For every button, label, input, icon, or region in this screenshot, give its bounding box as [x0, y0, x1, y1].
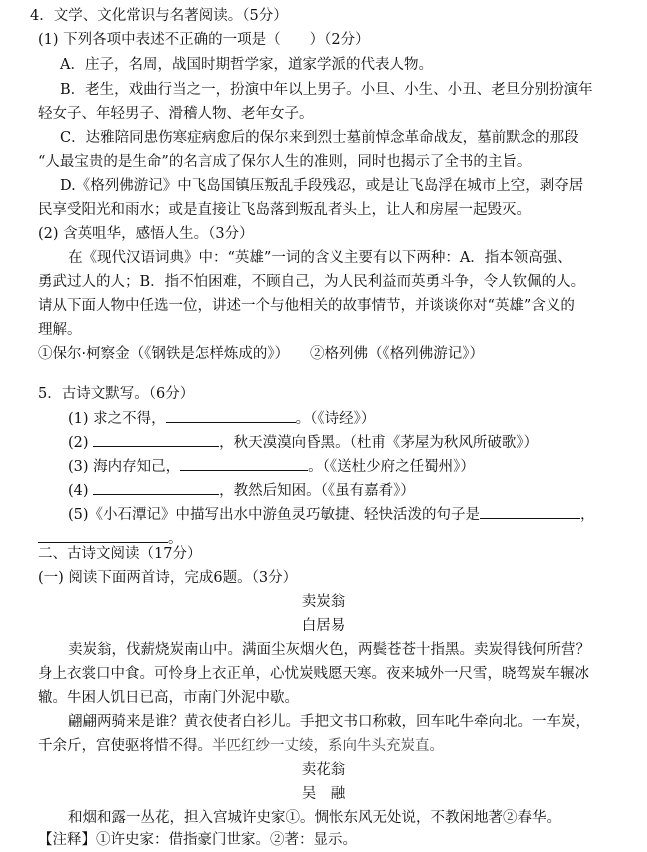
- q5-line4-suffix: ，教然后知困。（《虽有嘉肴》）: [219, 483, 415, 499]
- q4-choice-1: ①保尔·柯察金（《钢铁是怎样炼成的》）: [38, 346, 290, 362]
- q5-line5: [68, 504, 595, 525]
- q4-option-d-line2: 民享受阳光和雨水；或是直接让飞岛落到叛乱者头上，让人和房屋一起毁灭。: [38, 202, 531, 218]
- fill-blank-5[interactable]: [480, 504, 580, 519]
- q4-title: 4．文学、文化常识与名著阅读。（5分）: [30, 8, 288, 24]
- q5-line2-suffix: ，秋天漠漠向昏黑。（杜甫《茅屋为秋风所破歌》）: [219, 435, 539, 451]
- poem1-title: 卖炭翁: [301, 594, 346, 610]
- q5-line1-suffix: 。（《诗经》）: [295, 411, 376, 427]
- q4-para-line2: 勇武过人的人；B．指不怕困难，不顾自己，为人民利益而英勇斗争，令人钦佩的人。: [38, 274, 586, 290]
- q5-line5-end: 。: [168, 531, 183, 547]
- q5-line4-prefix: (4): [68, 483, 89, 499]
- q5-line1: [68, 408, 375, 429]
- poem1-line1: 卖炭翁，伐薪烧炭南山中。满面尘灰烟火色，两鬓苍苍十指黑。卖炭得钱何所营？: [68, 642, 590, 658]
- q5-line1-prefix: (1) 求之不得，: [68, 411, 166, 427]
- poem2-author: 吴 融: [301, 786, 346, 802]
- q4-option-d-line1: D.《格列佛游记》中飞岛国镇压叛乱手段残忍，或是让飞岛浮在城市上空，剥夺居: [60, 178, 584, 194]
- q4-sub2: (2) 含英咀华，感悟人生。（3分）: [38, 226, 254, 242]
- q4-option-a: A．庄子，名周，战国时期哲学家，道家学派的代表人物。: [60, 57, 433, 73]
- q5-line3-suffix: 。（《送杜少府之任蜀州》）: [308, 459, 475, 475]
- poem1-line4: 翩翩两骑来是谁？黄衣使者白衫儿。手把文书口称敕，回车叱牛牵向北。一车炭，: [68, 714, 590, 730]
- poem1-line3: 辙。牛困人饥日已高，市南门外泥中歇。: [38, 690, 299, 706]
- poem1-line5-b: 半匹红纱一丈绫，系向牛头充炭直。: [212, 738, 444, 754]
- q4-option-c-line2: “人最宝贵的是生命”的名言成了保尔人生的准则，同时也揭示了全书的主旨。: [38, 154, 532, 170]
- q4-choice-2: ②格列佛（《格列佛游记》）: [310, 346, 484, 362]
- poem-annotation: 【注释】①许史家：借指豪门世家。②著：显示。: [38, 832, 357, 848]
- q4-para-line3: 请从下面人物中任选一位，讲述一个与他相关的故事情节，并谈谈你对“英雄”含义的: [38, 298, 575, 314]
- poem1-author: 白居易: [301, 618, 346, 634]
- fill-blank-4[interactable]: [93, 480, 219, 495]
- poem1-line5-a: 千余斤，宫使驱将惜不得。: [38, 738, 212, 754]
- fill-blank-1[interactable]: [166, 408, 296, 423]
- q5-line5-prefix: (5)《小石潭记》中描写出水中游鱼灵巧敏捷、轻快活泼的句子是: [68, 507, 481, 523]
- q5-title: 5．古诗文默写。（6分）: [38, 386, 195, 402]
- poem2-line1: 和烟和露一丛花，担入宫城许史家①。惆怅东风无处说，不教闲地著②春华。: [68, 810, 561, 826]
- poem2-title: 卖花翁: [301, 762, 346, 778]
- part2-title: 二、古诗文阅读（17分）: [38, 546, 202, 562]
- q5-line3: [68, 456, 475, 477]
- q4-para-line4: 理解。: [38, 322, 82, 338]
- q5-line3-prefix: (3) 海内存知己，: [68, 459, 181, 475]
- fill-blank-3[interactable]: [180, 456, 308, 471]
- poem1-line5: [38, 736, 444, 756]
- q4-sub1: (1) 下列各项中表述不正确的一项是（ ）（2分）: [38, 32, 370, 48]
- fill-blank-6[interactable]: [38, 528, 168, 543]
- poem1-line2: 身上衣裳口中食。可怜身上衣正单，心忧炭贱愿天寒。夜来城外一尺雪，晓驾炭车辗冰: [38, 666, 589, 682]
- q4-para-line1: 在《现代汉语词典》中：“英雄”一词的含义主要有以下两种：A．指本领高强、: [68, 250, 572, 266]
- fill-blank-2[interactable]: [93, 432, 219, 447]
- part2-subtitle: (一) 阅读下面两首诗，完成6题。（3分）: [38, 570, 298, 586]
- q4-option-b-line2: 轻女子、年轻男子、滑稽人物、老年女子。: [38, 106, 314, 122]
- q5-line4: [68, 480, 415, 501]
- q4-option-c-line1: C．达雅陪同患伤寒症病愈后的保尔来到烈士墓前悼念革命战友，墓前默念的那段: [60, 130, 579, 146]
- q5-line2: [68, 432, 538, 453]
- q5-line2-prefix: (2): [68, 435, 89, 451]
- q5-line5-comma: ，: [580, 507, 595, 523]
- q4-option-b-line1: B．老生，戏曲行当之一，扮演中年以上男子。小旦、小生、小丑、老旦分别扮演年: [60, 82, 593, 98]
